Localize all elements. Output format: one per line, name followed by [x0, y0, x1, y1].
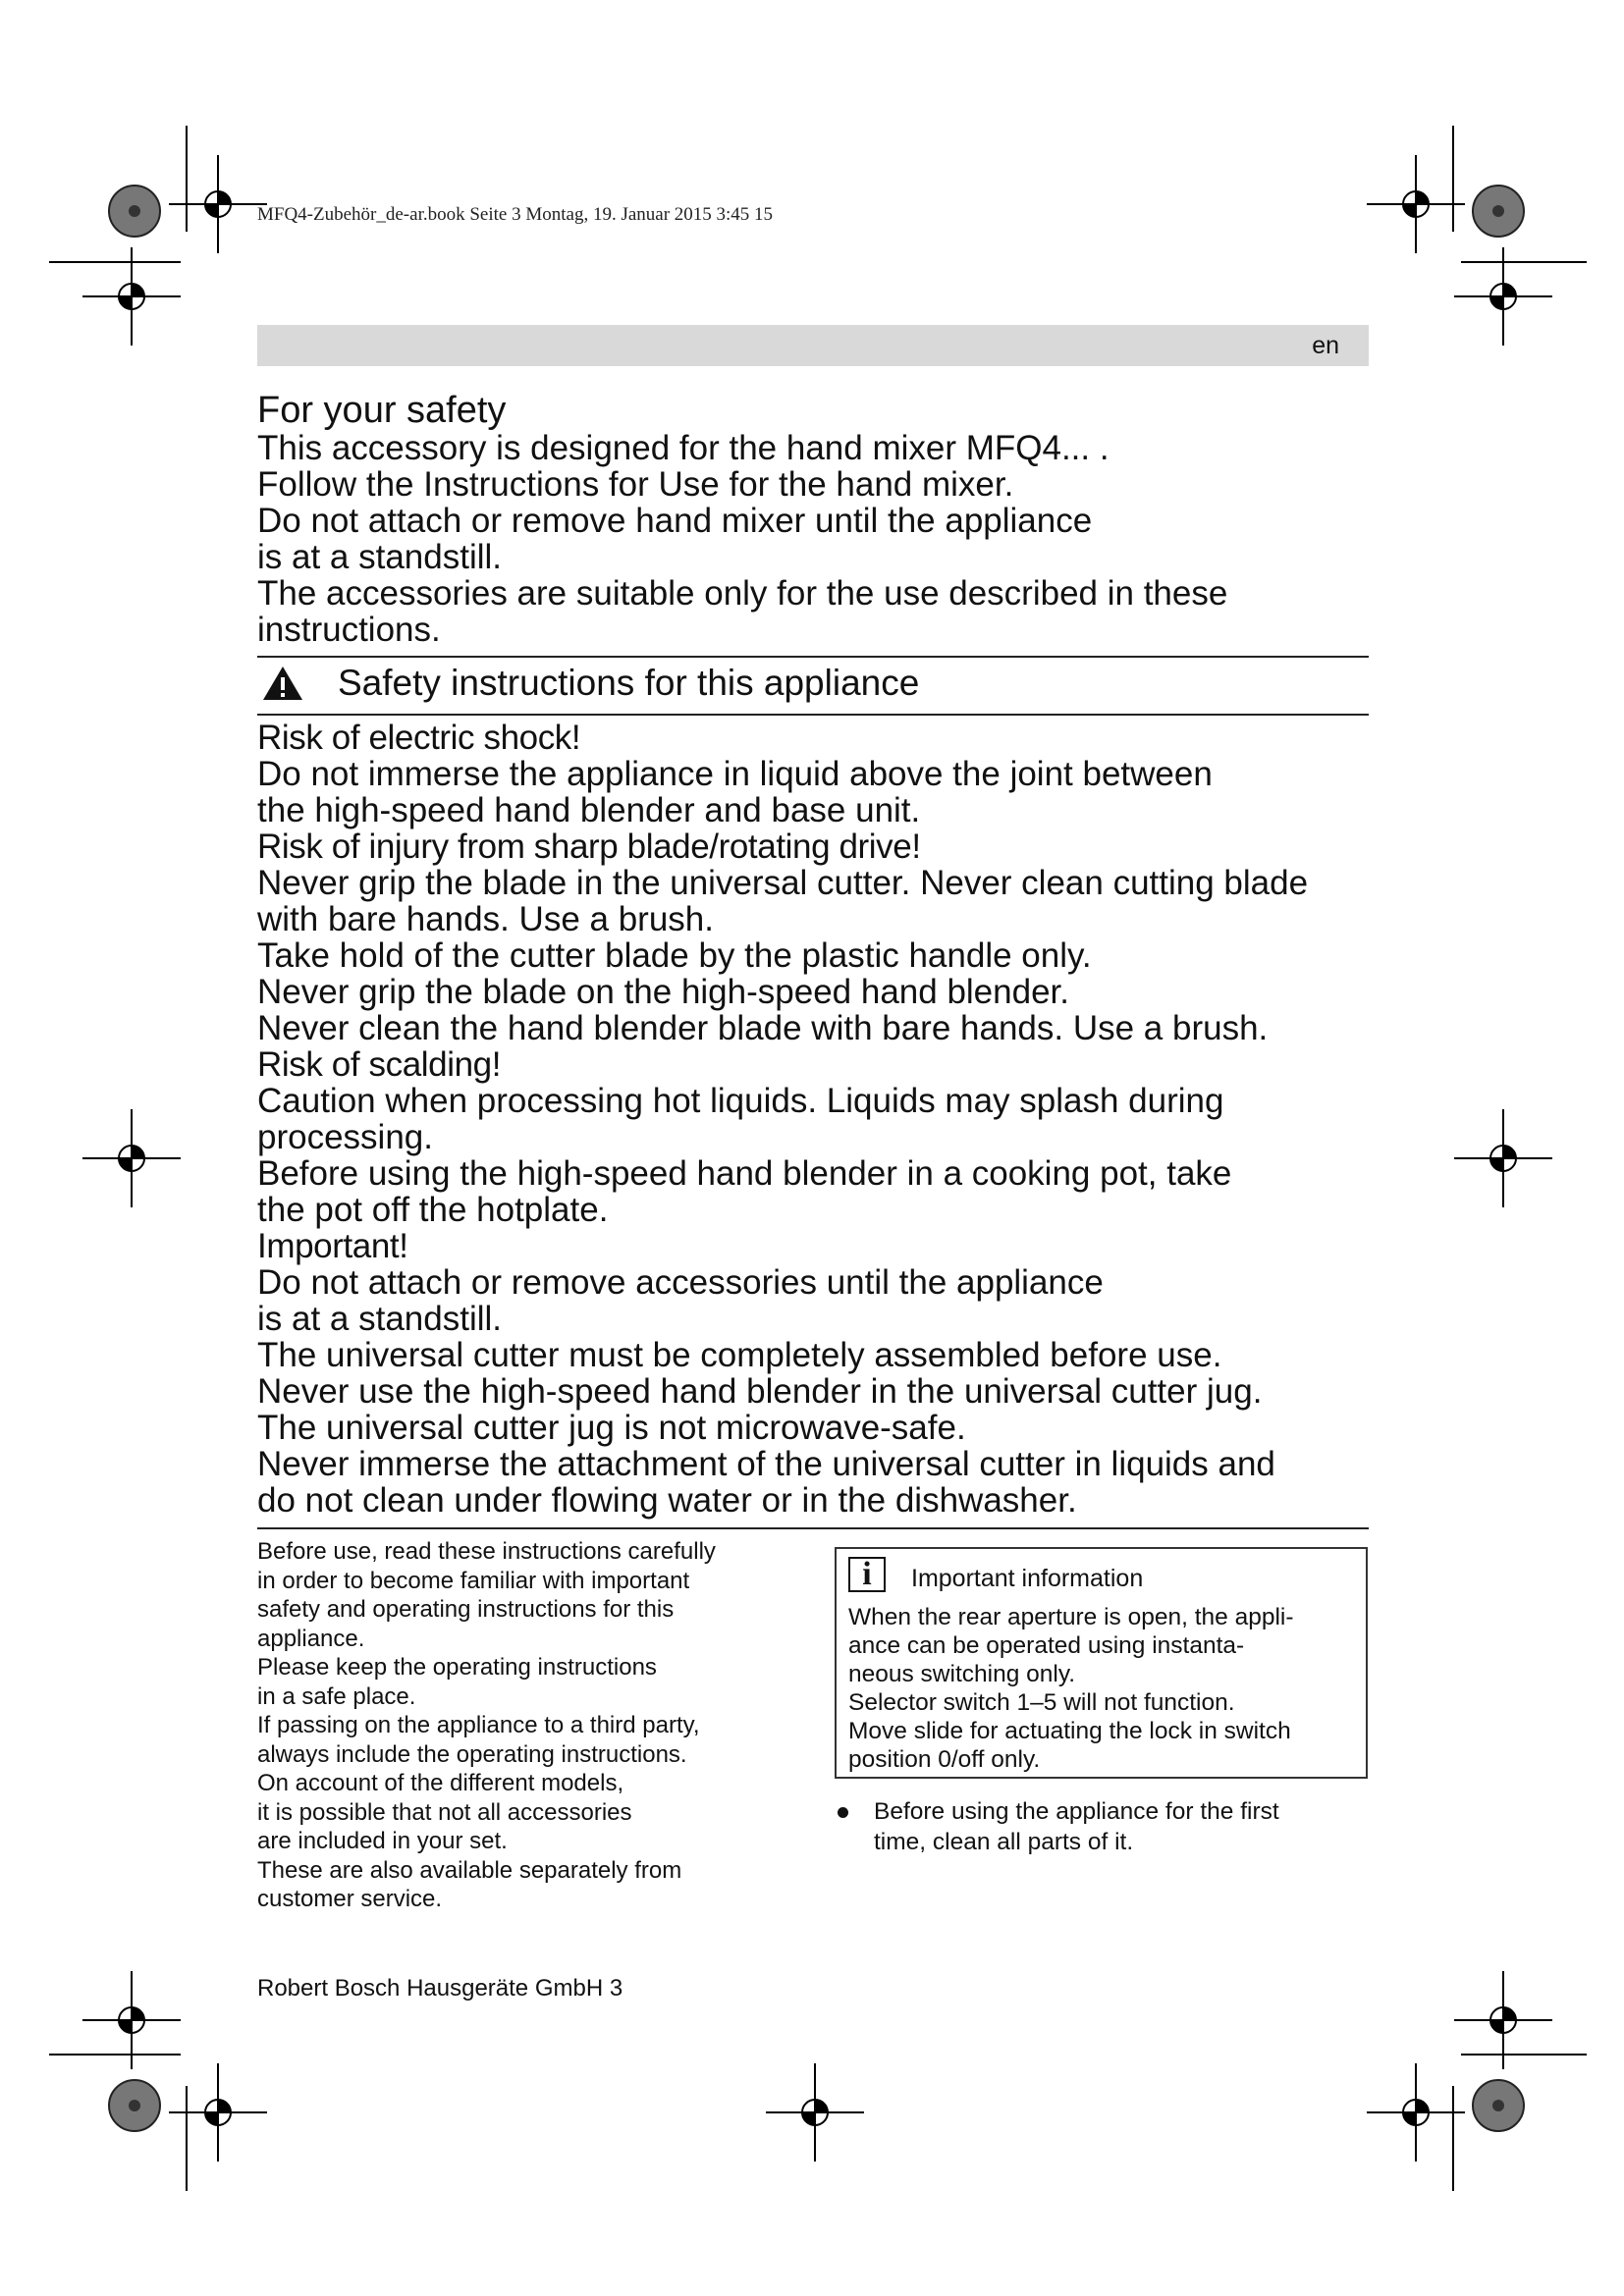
- text-line: appliance.: [257, 1625, 365, 1652]
- text-line: instructions.: [257, 611, 441, 649]
- registration-mark-icon: [82, 1109, 181, 1207]
- text-line: safety and operating instructions for this: [257, 1596, 675, 1623]
- risk-heading: Risk of scalding!: [257, 1045, 502, 1084]
- text-line: in order to become familiar with important: [257, 1567, 690, 1594]
- text-line: always include the operating instructions.: [257, 1740, 687, 1768]
- risk-heading: Risk of injury from sharp blade/rotating drive!: [257, 828, 921, 866]
- warning-triangle-icon: [261, 665, 304, 702]
- text-line: This accessory is designed for the hand mixer MFQ4... .: [257, 429, 1110, 467]
- registration-mark-icon: [1367, 155, 1465, 253]
- left-column: [257, 1537, 807, 1914]
- registration-mark-icon: [169, 155, 267, 253]
- color-target-icon: [1473, 2080, 1524, 2131]
- language-bar: [257, 325, 1369, 366]
- text-line: customer service.: [257, 1886, 443, 1912]
- text-line: Do not attach or remove hand mixer until the appliance: [257, 502, 1093, 540]
- text-line: neous switching only.: [848, 1661, 1076, 1687]
- text-line: Never grip the blade in the universal cutter. Never clean cutting blade: [257, 864, 1309, 902]
- divider: [257, 714, 1369, 716]
- text-line: Never immerse the attachment of the universal cutter in liquids and: [257, 1445, 1275, 1483]
- text-line: Do not immerse the appliance in liquid above the joint between: [257, 755, 1213, 793]
- color-target-icon: [109, 2080, 160, 2131]
- safety-intro: [257, 391, 1396, 648]
- text-line: is at a standstill.: [257, 1300, 502, 1338]
- info-box-title: Important information: [911, 1565, 1144, 1592]
- text-line: Before using the high-speed hand blender in a cooking pot, take: [257, 1154, 1232, 1193]
- text-line: Do not attach or remove accessories until the appliance: [257, 1263, 1104, 1302]
- file-info-header: MFQ4-Zubehör_de-ar.book Seite 3 Montag, 19. Januar 2015 3:45 15: [257, 204, 774, 225]
- text-line: with bare hands. Use a brush.: [257, 900, 714, 938]
- text-line: time, clean all parts of it.: [874, 1829, 1134, 1855]
- text-line: Never grip the blade on the high-speed hand blender.: [257, 973, 1069, 1011]
- language-code: en: [1312, 332, 1339, 359]
- text-line: in a safe place.: [257, 1682, 416, 1710]
- text-line: These are also available separately from: [257, 1856, 682, 1884]
- registration-mark-icon: [1367, 2063, 1465, 2162]
- text-line: processing.: [257, 1118, 433, 1156]
- important-info-box: [835, 1547, 1368, 1779]
- color-target-icon: [109, 186, 160, 237]
- text-line: The accessories are suitable only for the use described in these: [257, 574, 1228, 613]
- info-box-body: [848, 1603, 1294, 1774]
- text-line: are included in your set.: [257, 1828, 508, 1854]
- text-line: The universal cutter jug is not microwave-safe.: [257, 1409, 966, 1447]
- registration-mark-icon: [169, 2063, 267, 2162]
- text-line: is at a standstill.: [257, 538, 502, 576]
- text-line: Take hold of the cutter blade by the plastic handle only.: [257, 936, 1092, 975]
- info-icon: i: [848, 1557, 886, 1592]
- safety-heading: [257, 661, 1369, 710]
- risk-heading: Important!: [257, 1227, 408, 1265]
- safety-section-title: Safety instructions for this appliance: [338, 663, 920, 703]
- text-line: do not clean under flowing water or in the dishwasher.: [257, 1481, 1077, 1520]
- page-footer: Robert Bosch Hausgeräte GmbH 3: [257, 1975, 623, 2002]
- color-target-icon: [1473, 186, 1524, 237]
- text-line: Move slide for actuating the lock in switch: [848, 1718, 1291, 1744]
- bullet-item: [874, 1796, 1279, 1857]
- text-line: it is possible that not all accessories: [257, 1798, 632, 1826]
- text-line: Before use, read these instructions carefully: [257, 1538, 716, 1565]
- text-line: Never clean the hand blender blade with bare hands. Use a brush.: [257, 1009, 1269, 1047]
- section-title: For your safety: [257, 390, 507, 431]
- text-line: Please keep the operating instructions: [257, 1654, 657, 1681]
- bullet-icon: [838, 1807, 848, 1818]
- text-line: Selector switch 1–5 will not function.: [848, 1689, 1235, 1716]
- text-line: The universal cutter must be completely assembled before use.: [257, 1336, 1222, 1374]
- text-line: Never use the high-speed hand blender in the universal cutter jug.: [257, 1372, 1263, 1411]
- registration-mark-icon: [1454, 1109, 1552, 1207]
- text-line: Before using the appliance for the first: [874, 1798, 1279, 1825]
- text-line: Follow the Instructions for Use for the hand mixer.: [257, 465, 1014, 504]
- text-line: position 0/off only.: [848, 1746, 1041, 1773]
- text-line: On account of the different models,: [257, 1770, 624, 1796]
- registration-mark-icon: [766, 2063, 864, 2162]
- text-line: the high-speed hand blender and base unit.: [257, 791, 921, 829]
- text-line: When the rear aperture is open, the appli-: [848, 1604, 1294, 1630]
- risk-heading: Risk of electric shock!: [257, 719, 581, 757]
- divider: [257, 1527, 1369, 1529]
- safety-instructions: [257, 720, 1396, 1519]
- text-line: ance can be operated using instanta-: [848, 1632, 1245, 1659]
- text-line: If passing on the appliance to a third party,: [257, 1712, 700, 1738]
- text-line: Caution when processing hot liquids. Liquids may splash during: [257, 1082, 1224, 1120]
- text-line: the pot off the hotplate.: [257, 1191, 609, 1229]
- divider: [257, 656, 1369, 658]
